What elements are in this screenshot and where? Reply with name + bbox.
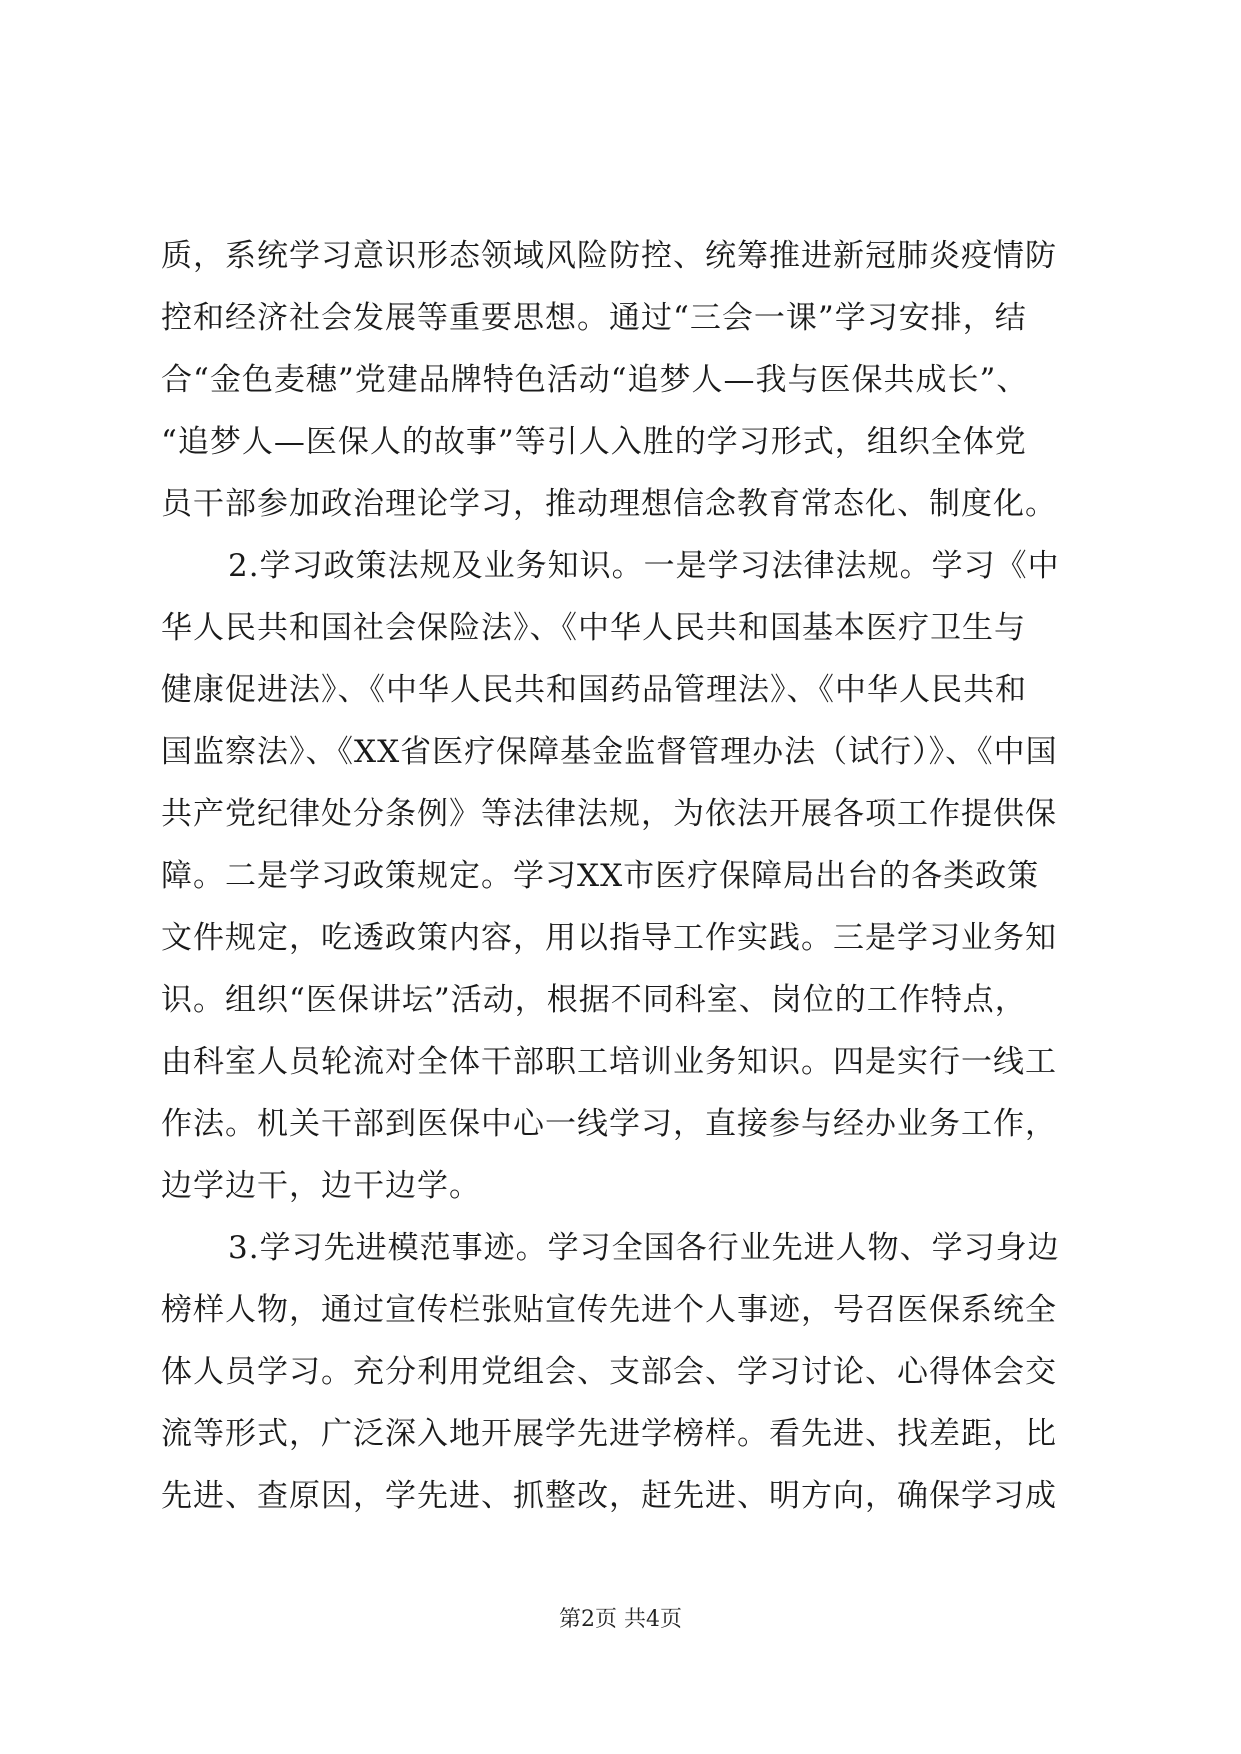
text-line: 文件规定，吃透政策内容，用以指导工作实践。三是学习业务知 [161, 920, 1057, 956]
text-line: 控和经济社会发展等重要思想。通过“三会一课”学习安排，结 [161, 300, 1027, 336]
text-line: 边学边干，边干边学。 [161, 1168, 481, 1204]
text-line: 作法。机关干部到医保中心一线学习，直接参与经办业务工作， [161, 1106, 1057, 1142]
page-number-footer: 第2页 共4页 [559, 1607, 682, 1632]
text-line: 共产党纪律处分条例》等法律法规，为依法开展各项工作提供保 [161, 796, 1057, 832]
text-line: 质，系统学习意识形态领域风险防控、统筹推进新冠肺炎疫情防 [161, 238, 1057, 274]
text-line: 榜样人物，通过宣传栏张贴宣传先进个人事迹，号召医保系统全 [161, 1292, 1057, 1328]
text-line: “追梦人—医保人的故事”等引人入胜的学习形式，组织全体党 [161, 424, 1027, 460]
text-line: 国监察法》、《XX省医疗保障基金监督管理办法（试行）》、《中国 [161, 734, 1058, 770]
text-line: 先进、查原因，学先进、抓整改，赶先进、明方向，确保学习成 [161, 1478, 1057, 1514]
text-line: 流等形式，广泛深入地开展学先进学榜样。看先进、找差距，比 [161, 1416, 1057, 1452]
text-line: 华人民共和国社会保险法》、《中华人民共和国基本医疗卫生与 [161, 610, 1026, 646]
text-line: 障。二是学习政策规定。学习XX市医疗保障局出台的各类政策 [161, 858, 1040, 894]
text-line: 体人员学习。充分利用党组会、支部会、学习讨论、心得体会交 [161, 1354, 1057, 1390]
text-line: 员干部参加政治理论学习，推动理想信念教育常态化、制度化。 [161, 486, 1057, 522]
text-line: 健康促进法》、《中华人民共和国药品管理法》、《中华人民共和 [161, 672, 1027, 708]
text-line: 由科室人员轮流对全体干部职工培训业务知识。四是实行一线工 [161, 1044, 1057, 1080]
paragraph-3-start-line: 3.学习先进模范事迹。学习全国各行业先进人物、学习身边 [228, 1230, 1060, 1266]
paragraph-2-start-line: 2.学习政策法规及业务知识。一是学习法律法规。学习《中 [228, 548, 1060, 584]
text-line: 识。组织“医保讲坛”活动，根据不同科室、岗位的工作特点， [161, 982, 1027, 1018]
text-line: 合“金色麦穗”党建品牌特色活动“追梦人—我与医保共成长”、 [161, 362, 1029, 398]
